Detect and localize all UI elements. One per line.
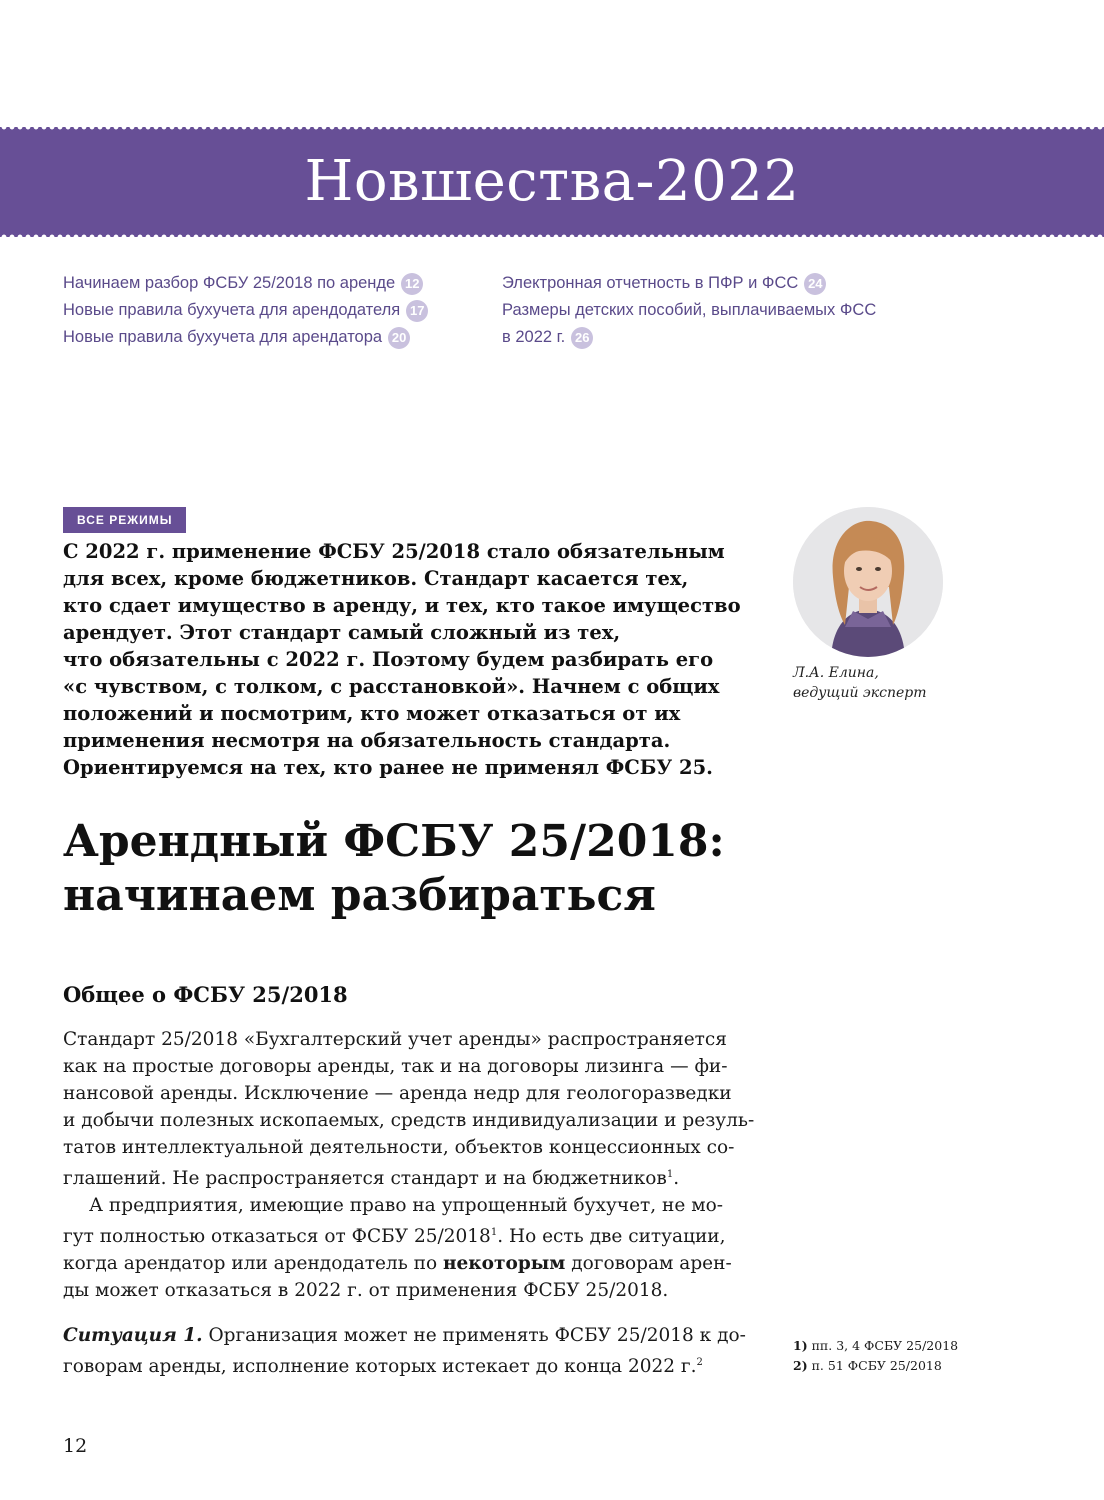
article-headline bbox=[63, 815, 803, 923]
footnote: 2) п. 51 ФСБУ 25/2018 bbox=[793, 1358, 942, 1373]
headline-line: Арендный ФСБУ 25/2018: bbox=[63, 816, 725, 867]
situation-label: Ситуация 1. bbox=[63, 1325, 203, 1347]
section-banner bbox=[0, 127, 1104, 237]
lead-line: кто сдает имущество в аренду, и тех, кто такое имущество bbox=[63, 594, 741, 617]
footnote-ref[interactable]: 2 bbox=[696, 1357, 703, 1369]
author-portrait-image bbox=[793, 507, 943, 657]
toc-item[interactable] bbox=[63, 270, 428, 297]
toc-page-badge: 12 bbox=[401, 273, 423, 295]
lead-line: арендует. Этот стандарт самый сложный из тех, bbox=[63, 621, 621, 644]
footnote-ref[interactable]: 1 bbox=[490, 1227, 498, 1239]
category-tag: ВСЕ РЕЖИМЫ bbox=[63, 507, 186, 533]
lead-line: что обязательны с 2022 г. Поэтому будем разбирать его bbox=[63, 648, 714, 671]
body-line: ды может отказаться в 2022 г. от применения ФСБУ 25/2018. bbox=[63, 1280, 669, 1302]
toc-item[interactable] bbox=[502, 297, 876, 324]
author-caption bbox=[793, 663, 927, 703]
toc-item-label: в 2022 г. bbox=[502, 328, 566, 346]
footnotes bbox=[793, 1336, 958, 1376]
body-line: и добычи полезных ископаемых, средств индивидуализации и резуль- bbox=[63, 1110, 755, 1131]
toc-item-label: Новые правила бухучета для арендодателя bbox=[63, 301, 401, 319]
author-name: Л.А. Елина, bbox=[793, 665, 879, 681]
body-line: Стандарт 25/2018 «Бухгалтерский учет аренды» распространяется bbox=[63, 1029, 727, 1050]
body-line: как на простые договоры аренды, так и на договоры лизинга — фи- bbox=[63, 1056, 728, 1077]
author-avatar bbox=[793, 507, 943, 657]
lead-line: С 2022 г. применение ФСБУ 25/2018 стало обязательным bbox=[63, 540, 725, 563]
toc-item[interactable] bbox=[63, 297, 428, 324]
headline-line: начинаем разбираться bbox=[63, 870, 656, 921]
body-line: гут полностью отказаться от ФСБУ 25/2018$^1$. Но есть две ситуации, bbox=[63, 1226, 726, 1248]
toc-item-label: Новые правила бухучета для арендатора bbox=[63, 328, 383, 346]
toc-page-badge: 20 bbox=[388, 327, 410, 349]
section-title: Новшества-2022 bbox=[304, 149, 800, 214]
toc-item[interactable] bbox=[63, 324, 428, 351]
footnote-ref[interactable]: 1 bbox=[666, 1169, 674, 1180]
toc-item-label: Размеры детских пособий, выплачиваемых ФСС bbox=[502, 301, 877, 319]
lead-line: Ориентируемся на тех, кто ранее не применял ФСБУ 25. bbox=[63, 756, 713, 779]
toc-right-column bbox=[502, 270, 876, 351]
body-line: А предприятия, имеющие право на упрощенный бухучет, не мо- bbox=[89, 1195, 723, 1217]
toc-page-badge: 17 bbox=[406, 300, 428, 322]
article-body bbox=[63, 1026, 755, 1380]
body-line: глашений. Не распространяется стандарт и на бюджетников$^1$. bbox=[63, 1168, 680, 1190]
lead-line: «с чувством, с толком, с расстановкой». Начнем с общих bbox=[63, 675, 720, 698]
toc-item-label: Начинаем разбор ФСБУ 25/2018 по аренде bbox=[63, 274, 396, 292]
lead-line: для всех, кроме бюджетников. Стандарт касается тех, bbox=[63, 567, 689, 590]
footnote: 1) пп. 3, 4 ФСБУ 25/2018 bbox=[793, 1338, 959, 1353]
lead-line: положений и посмотрим, кто может отказаться от их bbox=[63, 702, 681, 725]
body-line: когда арендатор или арендодатель по некоторым договорам арен- bbox=[63, 1253, 732, 1275]
toc-item[interactable] bbox=[502, 270, 876, 297]
toc-item-label: Электронная отчетность в ПФР и ФСС bbox=[502, 274, 799, 292]
situation-line: говорам аренды, исполнение которых истекает до конца 2022 г.$^2$ bbox=[63, 1356, 703, 1378]
page-number: 12 bbox=[63, 1435, 88, 1457]
author-role: ведущий эксперт bbox=[793, 685, 927, 701]
toc-page-badge: 24 bbox=[804, 273, 826, 295]
lead-line: применения несмотря на обязательность стандарта. bbox=[63, 729, 671, 752]
toc-item[interactable] bbox=[502, 324, 876, 351]
situation-line: Ситуация 1. Организация может не применять ФСБУ 25/2018 к до- bbox=[63, 1325, 746, 1347]
section-subheading: Общее о ФСБУ 25/2018 bbox=[63, 982, 348, 1007]
lead-paragraph bbox=[63, 538, 743, 781]
emphasis: некоторым bbox=[443, 1253, 566, 1275]
body-line: нансовой аренды. Исключение — аренда недр для геологоразведки bbox=[63, 1083, 732, 1104]
body-line: татов интеллектуальной деятельности, объектов концессионных со- bbox=[63, 1137, 735, 1158]
toc-left-column bbox=[63, 270, 428, 351]
toc-page-badge: 26 bbox=[571, 327, 593, 349]
